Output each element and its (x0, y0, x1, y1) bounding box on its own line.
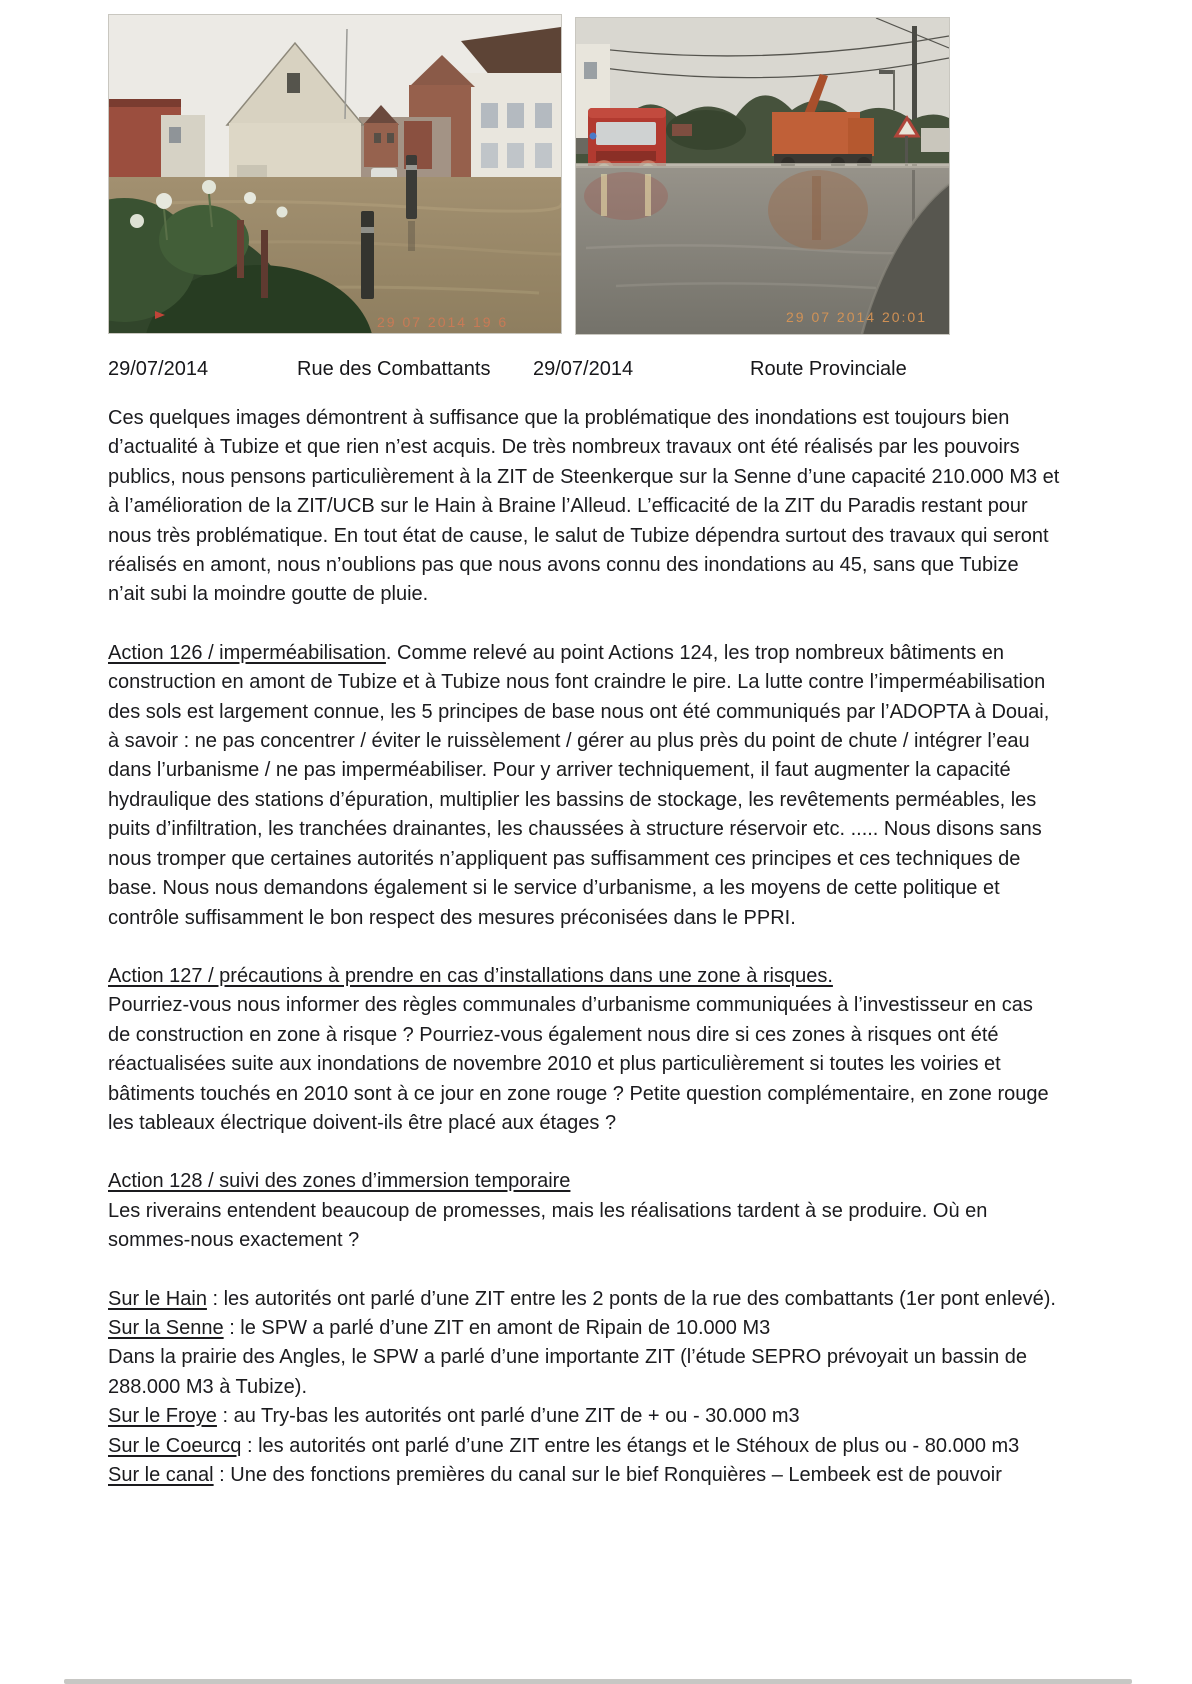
action-128-heading: Action 128 / suivi des zones d’immersion temporaire (108, 1170, 571, 1193)
photo-captions (0, 358, 1192, 388)
flood-photos-row (108, 14, 950, 335)
zit-text-froye: : au Try-bas les autorités ont parlé d’une ZIT de + ou - 30.000 m3 (216, 1405, 800, 1428)
action-127-section (108, 962, 1060, 1138)
flower-umbel (244, 192, 256, 204)
distant-roof (672, 124, 692, 136)
zit-item-canal (108, 1461, 1060, 1490)
photo-rue-des-combattants (108, 14, 562, 334)
photo-route-provinciale (575, 17, 950, 335)
zit-text-coeurcq: : les autorités ont parlé d’une ZIT entre les étangs et le Stéhoux de plus ou - 80.000 m3 (241, 1434, 1020, 1457)
zit-section (108, 1285, 1060, 1491)
action-128-section (108, 1167, 1060, 1255)
zit-item-hain (108, 1285, 1060, 1314)
zit-item-froye (108, 1402, 1060, 1431)
zit-text-prairie: Dans la prairie des Angles, le SPW a parlé d’une importante ZIT (l’étude SEPRO prévoyait un bassin de 288.000 M3 à Tubize). (108, 1346, 1027, 1398)
zit-item-senne (108, 1314, 1060, 1343)
zit-item-prairie-des-angles (108, 1343, 1060, 1402)
flower-umbel (277, 207, 288, 218)
caption-title-right: Route Provinciale (750, 358, 907, 380)
intro-paragraph: Ces quelques images démontrent à suffisance que la problématique des inondations est toujours bien d’actualité à Tubize et que rien n’est acquis. De très nombreux travaux ont été réalisés par les pouvoirs publics, nous pensons particulièrement à la ZIT de Steenkerque sur la Senne d’une capacité 210.000 M3 et à l’amélioration de la ZIT/UCB sur le Hain à Braine l’Alleud. L’efficacité de la ZIT du Paradis restant pour nous très problématique. En tout état de cause, le salut de Tubize dépendra surtout des travaux qui seront réalisés en amont, nous n’oublions pas que nous avons connu des inondations au 45, sans que Tubize n’ait subi la moindre goutte de pluie. (108, 407, 1060, 606)
headlight-reflection (645, 174, 651, 216)
zit-lead-coeurcq: Sur le Coeurcq (108, 1434, 242, 1457)
zit-lead-froye: Sur le Froye (108, 1405, 217, 1428)
caption-date-right: 29/07/2014 (533, 358, 634, 380)
document-body (108, 404, 1060, 1519)
photo1-timestamp: 29 07 2014 19 6 (377, 314, 509, 330)
fence-post (237, 220, 244, 278)
action-126-text: . Comme relevé au point Actions 124, les trop nombreux bâtiments en construction en amont de Tubize et à Tubize nous font craindre le pire. La lutte contre l’imperméabilisation des sols est largement connue, les 5 principes de base nous ont été communiqués par l’ADOPTA à Douai, à savoir : ne pas concentrer / éviter le ruissèlement / gérer au plus près du point de chute / intégrer l’eau dans l’urbanisme / ne pas imperméabiliser. Pour y arriver techniquement, il faut augmenter la capacité hydraulique des stations d’épuration, multiplier les bassins de stockage, les revêtements perméables, les puits d’infiltration, les tranchées drainantes, les chaussées à structure réservoir etc. ..... Nous disons sans nous tromper que certaines autorités n’appliquent pas suffisamment ces principes et ces techniques de base. Nous nous demandons également si le service d’urbanisme, a les moyens de cette politique et contrôle suffisamment le bon respect des mesures préconisées dans le PPRI. (108, 641, 1050, 929)
caption-date-left: 29/07/2014 (108, 358, 209, 380)
action-126-heading: Action 126 / imperméabilisation (108, 641, 386, 664)
action-127-text: Pourriez-vous nous informer des règles communales d’urbanisme communiquées à l’investisseur en cas de construction en zone à risque ? Pourriez-vous également nous dire si ces zones à risques ont été réactualisées suite aux inondations de novembre 2010 et plus particulièrement si toutes les voiries et bâtiments touchés en 2010 sont à ce jour en zone rouge ? Petite question complémentaire, en zone rouge les tableaux électrique doivent-ils être placé aux étages ? (108, 994, 1049, 1134)
caption-title-left: Rue des Combattants (297, 358, 491, 380)
zit-item-coeurcq (108, 1432, 1060, 1461)
fence-post (261, 230, 268, 298)
headlight-reflection (601, 174, 607, 216)
zit-text-senne: : le SPW a parlé d’une ZIT en amont de Ripain de 10.000 M3 (223, 1316, 771, 1339)
zit-lead-canal: Sur le canal (108, 1464, 214, 1486)
zit-text-canal: : Une des fonctions premières du canal sur le bief Ronquières – Lembeek est de pouvoir (213, 1464, 1002, 1486)
zit-text-hain: : les autorités ont parlé d’une ZIT entre les 2 ponts de la rue des combattants (1er pont enlevé). (206, 1287, 1056, 1310)
distant-building (921, 128, 949, 152)
flower-umbel (202, 180, 216, 194)
flower-umbel (130, 214, 144, 228)
zit-lead-hain: Sur le Hain (108, 1287, 207, 1310)
flower-umbel (156, 193, 172, 209)
zit-lead-senne: Sur la Senne (108, 1316, 224, 1339)
action-126-section (108, 639, 1060, 933)
emergency-light (590, 133, 597, 140)
action-128-text: Les riverains entendent beaucoup de promesses, mais les réalisations tardent à se produire. Où en sommes-nous exactement ? (108, 1199, 988, 1252)
fire-truck-reflection (584, 172, 668, 220)
action-127-heading: Action 127 / précautions à prendre en cas d’installations dans une zone à risques. (108, 964, 833, 987)
photo2-timestamp: 29 07 2014 20:01 (786, 309, 927, 325)
scan-edge-artifact (64, 1679, 1132, 1684)
